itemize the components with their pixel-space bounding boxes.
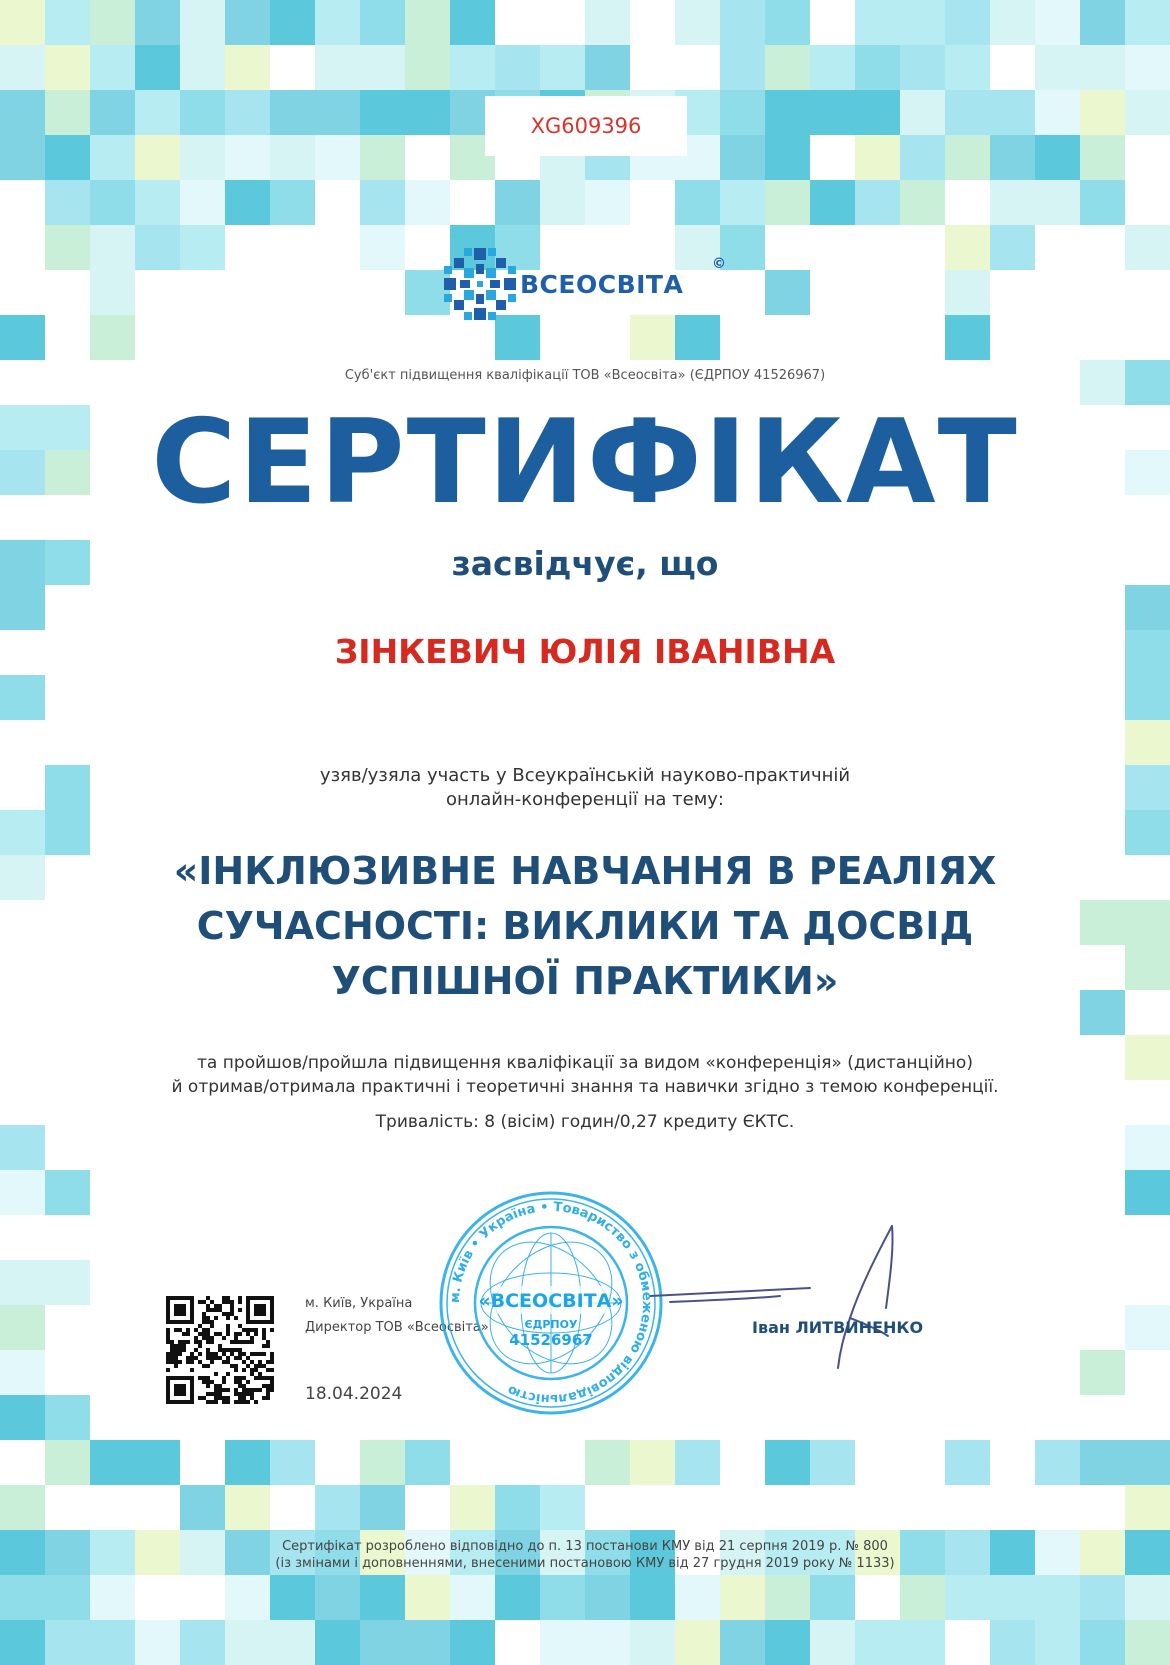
handwritten-signature	[650, 1218, 910, 1378]
stamp-center-text: «ВСЕОСВІТА»	[478, 1290, 624, 1312]
stamp-code-label: ЄДРПОУ	[524, 1318, 578, 1331]
stamp-ring-text: м. Київ • Україна • Товариство з обмеженою відповідальністю	[447, 1199, 655, 1407]
company-stamp	[436, 1188, 666, 1418]
issue-date: 18.04.2024	[305, 1384, 403, 1404]
qr-code	[166, 1296, 274, 1404]
stamp-code: 41526967	[509, 1331, 593, 1349]
copyright-mark: ©	[712, 256, 726, 272]
legal-footer	[0, 1538, 1170, 1572]
footer-line-1: Сертифікат розроблено відповідно до п. 13 постанови КМУ від 21 серпня 2019 р. № 800	[282, 1539, 888, 1554]
certifies-text: засвідчує, що	[451, 544, 719, 583]
recipient-name: ЗІНКЕВИЧ ЮЛІЯ ІВАНІВНА	[334, 632, 836, 671]
participation-intro	[0, 764, 1170, 812]
intro-line-2: онлайн-конференції на тему:	[445, 789, 724, 810]
duration-text: Тривалість: 8 (вісім) годин/0,27 кредиту ЄКТС.	[375, 1112, 795, 1132]
director-title: Директор ТОВ «Всеосвіта»	[305, 1320, 489, 1335]
signer-name: Іван ЛИТВИНЕНКО	[752, 1318, 924, 1337]
footer-line-2: (із змінами і доповненнями, внесеними постановою КМУ від 27 грудня 2019 року № 1133)	[275, 1556, 895, 1571]
certificate-title: СЕРТИФІКАТ	[151, 395, 1019, 530]
body-line-2: й отримав/отримала практичні і теоретичні знання та навички згідно з темою конференції.	[171, 1077, 999, 1097]
body-line-1: та пройшов/пройшла підвищення кваліфікації за видом «конференція» (дистанційно)	[197, 1053, 973, 1073]
intro-line-1: узяв/узяла участь у Всеукраїнській науково-практичній	[319, 765, 851, 786]
qualification-text	[0, 1051, 1170, 1099]
conference-topic	[0, 844, 1170, 1009]
snowflake-ornament-icon	[440, 244, 520, 324]
vseosvita-logo	[440, 244, 740, 324]
certificate-number: XG609396	[485, 96, 687, 156]
topic-line-2: СУЧАСНОСТІ: ВИКЛИКИ ТА ДОСВІД	[196, 904, 974, 948]
topic-line-3: УСПІШНОЇ ПРАКТИКИ»	[331, 959, 839, 1003]
city-label: м. Київ, Україна	[305, 1296, 413, 1311]
issuer-line: Суб'єкт підвищення кваліфікації ТОВ «Всеосвіта» (ЄДРПОУ 41526967)	[344, 368, 826, 383]
topic-line-1: «ІНКЛЮЗИВНЕ НАВЧАННЯ В РЕАЛІЯХ	[173, 849, 997, 893]
logo-wordmark: ВСЕОСВІТА	[520, 270, 684, 299]
